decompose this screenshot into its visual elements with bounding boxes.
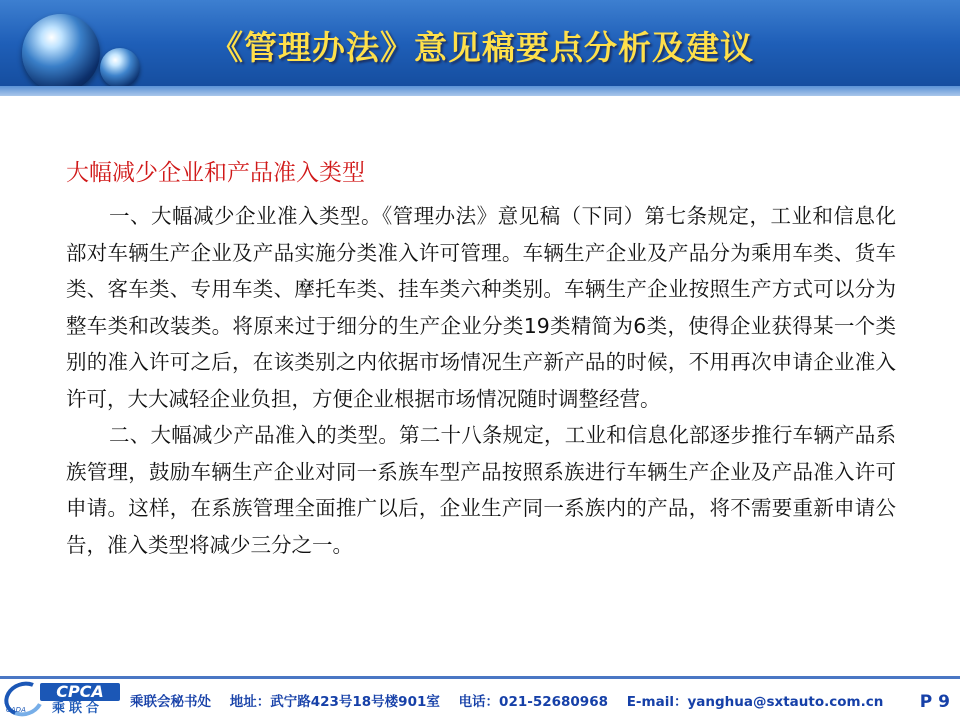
sphere-logo-small xyxy=(100,48,140,88)
cpca-logo xyxy=(4,680,122,718)
footer-email: E-mail：yanghua@sxtauto.com.cn xyxy=(626,694,884,710)
logo-wordmark: CPCA xyxy=(40,683,120,701)
footer-address: 地址：武宁路423号18号楼901室 xyxy=(229,694,440,710)
sphere-logo-large xyxy=(22,14,100,92)
footer-phone: 电话：021-52680968 xyxy=(458,694,608,710)
section-heading: 大幅减少企业和产品准入类型 xyxy=(66,160,365,186)
page-number: P 9 xyxy=(919,692,950,712)
slide-title: 《管理办法》意见稿要点分析及建议 xyxy=(210,28,754,67)
slide-body xyxy=(66,156,896,563)
paragraph-2: 二、大幅减少产品准入的类型。第二十八条规定，工业和信息化部逐步推行车辆产品系族管理，鼓励车辆生产企业对同一系族车型产品按照系族进行车辆生产企业及产品准入许可申请。这样，在系族管理全面推广以后，企业生产同一系族内的产品，将不需要重新申请公告，准入类型将减少三分之一。 xyxy=(66,423,896,557)
paragraph-1: 一、大幅减少企业准入类型。《管理办法》意见稿（下同）第七条规定，工业和信息化部对车辆生产企业及产品实施分类准入许可管理。车辆生产企业及产品分为乘用车类、货车类、客车类、专用车类、摩托车类、挂车类六种类别。车辆生产企业按照生产方式可以分为整车类和改装类。将原来过于细分的生产企业分类19类精简为6类，使得企业获得某一个类别的准入许可之后，在该类别之内依据市场情况生产新产品的时候，不用再次申请企业准入许可，大大减轻企业负担，方便企业根据市场情况随时调整经营。 xyxy=(66,204,896,411)
footer-divider xyxy=(0,676,960,679)
logo-tagline: CADA xyxy=(6,706,26,714)
footer-contact xyxy=(130,688,897,716)
header-band xyxy=(0,0,960,96)
footer-org: 乘联会秘书处 xyxy=(130,694,211,710)
logo-chinese-name: 乘联合 xyxy=(52,701,104,716)
